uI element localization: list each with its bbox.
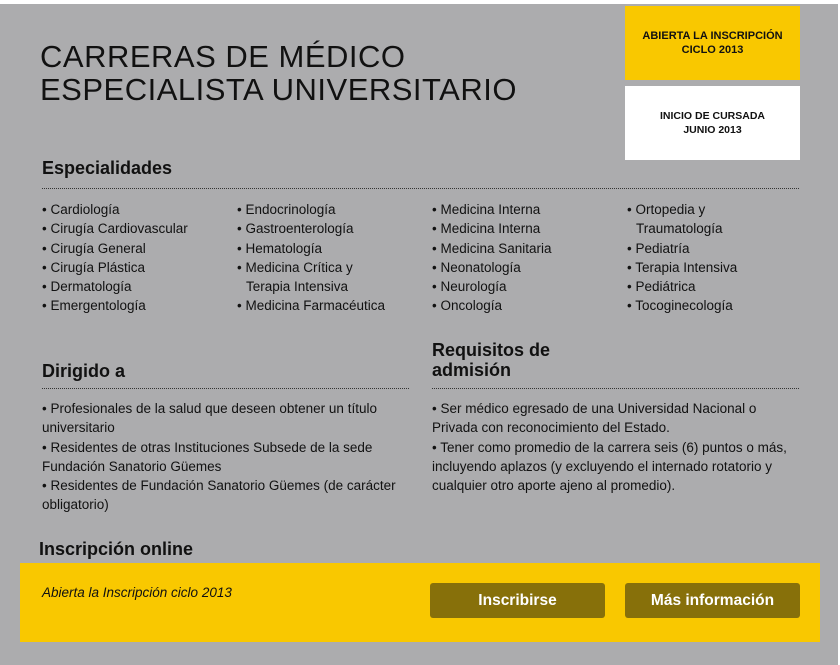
specialties-column-4 bbox=[627, 200, 737, 316]
specialty-item: • Oncología bbox=[432, 298, 503, 314]
specialty-item: • Cirugía Cardiovascular bbox=[42, 221, 188, 237]
course-start-badge-line2: JUNIO 2013 bbox=[683, 124, 742, 136]
inscription-open-badge-line1: ABIERTA LA INSCRIPCIÓN bbox=[642, 30, 783, 42]
requirements-heading-line1: Requisitos de bbox=[432, 340, 551, 360]
specialty-item: • Medicina Crítica y Terapia Intensiva bbox=[237, 259, 353, 295]
specialties-column-1 bbox=[42, 200, 188, 316]
course-start-badge bbox=[625, 86, 800, 160]
specialty-item: • Medicina Farmacéutica bbox=[237, 298, 386, 314]
specialty-item: • Neurología bbox=[432, 279, 507, 295]
specialty-item: • Medicina Interna bbox=[432, 202, 541, 217]
requirements-divider bbox=[432, 388, 799, 389]
specialty-item: • Cirugía Plástica bbox=[42, 259, 146, 275]
specialty-item: • Gastroenterología bbox=[237, 221, 354, 237]
inscription-open-badge bbox=[625, 6, 800, 80]
specialty-item: • Medicina Interna bbox=[432, 221, 541, 237]
specialties-heading: Especialidades bbox=[42, 158, 173, 178]
more-info-button[interactable]: Más información bbox=[625, 583, 800, 618]
specialty-item: • Hematología bbox=[237, 240, 323, 256]
specialty-item: • Pediatría bbox=[627, 240, 690, 256]
specialty-item: • Cirugía General bbox=[42, 240, 146, 256]
specialty-item: • Pediátrica bbox=[627, 279, 696, 295]
registration-bar bbox=[20, 563, 820, 642]
specialty-item: • Neonatología bbox=[432, 259, 521, 275]
course-start-badge-line1: INICIO DE CURSADA bbox=[659, 110, 765, 122]
specialty-item: • Endocrinología bbox=[237, 202, 336, 217]
page-title bbox=[40, 40, 517, 106]
specialty-item: • Ortopedia y Traumatología bbox=[627, 202, 723, 237]
audience-item: • Residentes de Fundación Sanatorio Güemes (de carácter obligatorio) bbox=[42, 478, 396, 513]
requirement-item: • Tener como promedio de la carrera seis (6) puntos o más, incluyendo aplazos (y excluyendo el internado rotatorio y cualquier otro aporte ajeno al promedio). bbox=[432, 439, 787, 494]
requirements-list bbox=[432, 399, 802, 495]
page-title-line1: CARRERAS DE MÉDICO bbox=[40, 39, 406, 74]
audience-item: • Profesionales de la salud que deseen obtener un título universitario bbox=[42, 401, 377, 436]
register-button[interactable]: Inscribirse bbox=[430, 583, 605, 618]
requirement-item: • Ser médico egresado de una Universidad Nacional o Privada con reconocimiento del Estado. bbox=[432, 401, 757, 436]
requirements-heading bbox=[432, 340, 550, 380]
page-title-line2: ESPECIALISTA UNIVERSITARIO bbox=[40, 72, 517, 107]
audience-list bbox=[42, 399, 417, 515]
specialty-item: • Tocoginecología bbox=[627, 298, 733, 314]
specialty-item: • Terapia Intensiva bbox=[627, 259, 738, 275]
specialties-column-2 bbox=[237, 200, 385, 316]
online-registration-heading: Inscripción online bbox=[39, 539, 194, 559]
specialty-item: • Cardiología bbox=[42, 202, 120, 217]
specialties-column-3 bbox=[432, 200, 552, 316]
audience-divider bbox=[42, 388, 409, 389]
registration-bar-text: Abierta la Inscripción ciclo 2013 bbox=[42, 585, 232, 600]
specialty-item: • Emergentología bbox=[42, 298, 146, 314]
specialty-item: • Medicina Sanitaria bbox=[432, 240, 552, 256]
requirements-heading-line2: admisión bbox=[432, 360, 512, 380]
specialty-item: • Dermatología bbox=[42, 279, 132, 295]
audience-item: • Residentes de otras Instituciones Subsede de la sede Fundación Sanatorio Güemes bbox=[42, 439, 373, 474]
specialties-divider bbox=[42, 188, 799, 189]
audience-heading: Dirigido a bbox=[42, 361, 126, 381]
inscription-open-badge-line2: CICLO 2013 bbox=[681, 44, 744, 56]
